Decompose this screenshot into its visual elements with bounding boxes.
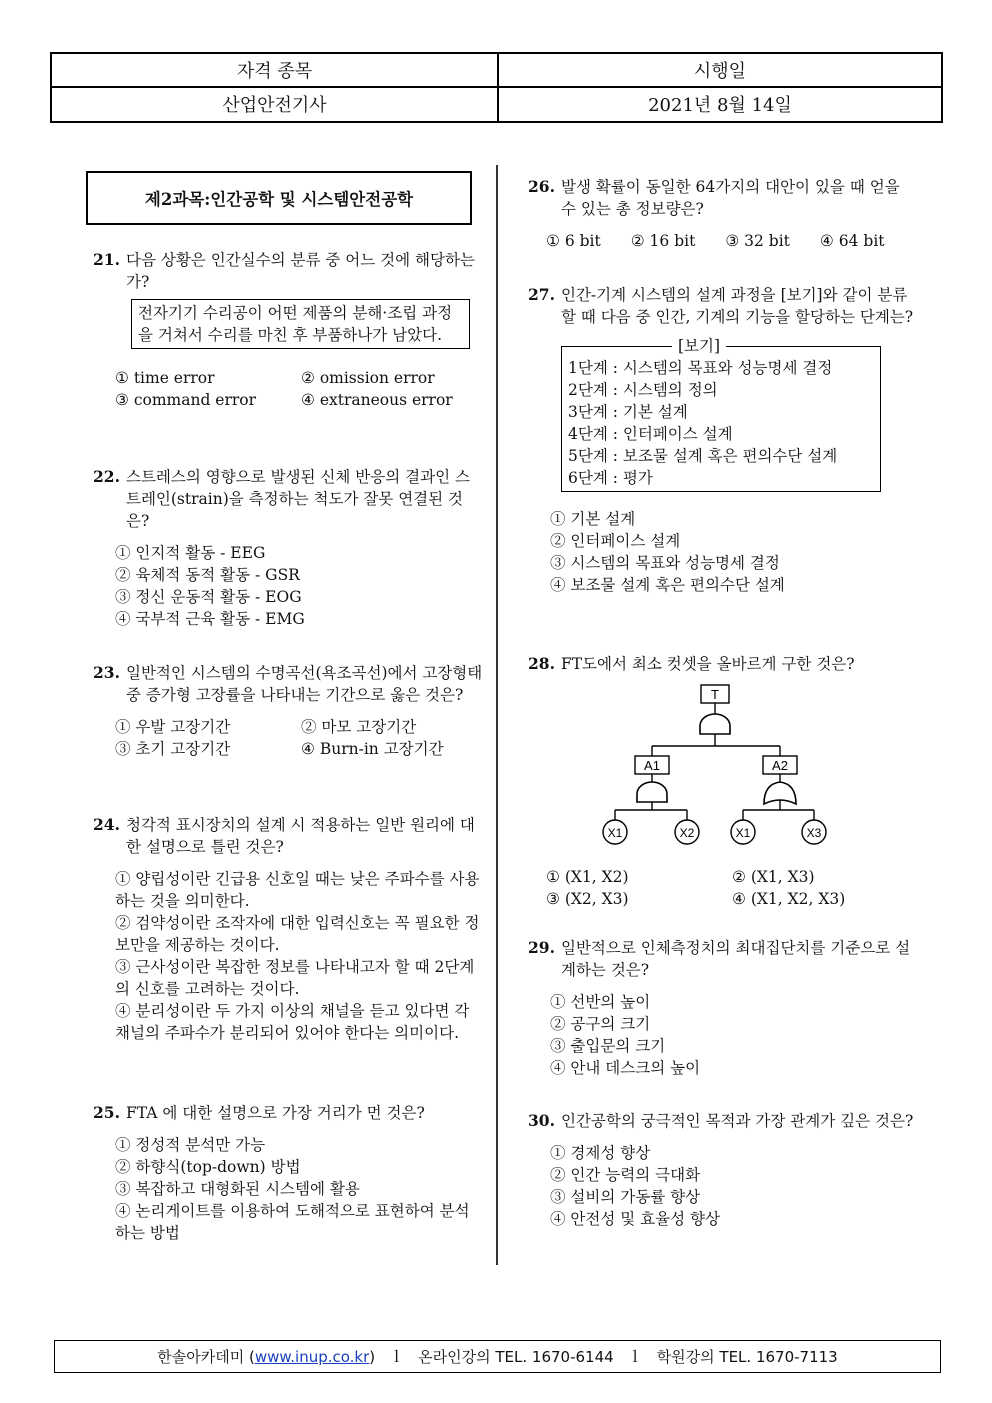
fault-tree-diagram	[590, 680, 850, 850]
header-exam-type-value: 산업안전기사	[52, 86, 499, 121]
question-26	[528, 176, 918, 252]
question-25	[93, 1102, 483, 1244]
option-2[interactable]: ② omission error	[301, 369, 435, 387]
header-table	[50, 52, 943, 123]
example-box	[561, 337, 881, 492]
step-3: 3단계 : 기본 설계	[568, 403, 688, 421]
question-number: 27.	[528, 285, 555, 304]
footer-separator: ｌ	[389, 1348, 405, 1366]
footer-bar	[54, 1340, 941, 1373]
option-4[interactable]: ④ Burn-in 고장기간	[301, 740, 444, 758]
option-4[interactable]: ④ 논리게이트를 이용하여 도해적으로 표현하여 분석하는 방법	[115, 1202, 470, 1242]
question-text: 일반적으로 인체측정치의 최대집단치를 기준으로 설계하는 것은?	[560, 939, 911, 979]
question-text: FT도에서 최소 컷셋을 올바르게 구한 것은?	[560, 655, 855, 673]
option-4[interactable]: ④ 국부적 근육 활동 - EMG	[115, 610, 305, 628]
svg-text:X2: X2	[679, 826, 695, 840]
question-21	[93, 249, 483, 411]
option-2[interactable]: ② 16 bit	[630, 232, 696, 250]
step-6: 6단계 : 평가	[568, 469, 653, 487]
question-text: 다음 상황은 인간실수의 분류 중 어느 것에 해당하는가?	[125, 251, 475, 291]
question-number: 30.	[528, 1111, 555, 1130]
question-text: 청각적 표시장치의 설계 시 적용하는 일반 원리에 대한 설명으로 틀린 것은?	[125, 816, 475, 856]
option-3[interactable]: ③ 초기 고장기간	[115, 740, 231, 758]
footer-academy: 한솔아카데미 (	[157, 1348, 255, 1366]
option-3[interactable]: ③ 출입문의 크기	[550, 1037, 666, 1055]
option-3[interactable]: ③ 근사성이란 복잡한 정보를 나타내고자 할 때 2단계의 신호를 고려하는 것이다.	[115, 958, 475, 998]
subject-title: 제2과목:인간공학 및 시스템안전공학	[86, 171, 472, 225]
option-2[interactable]: ② 인터페이스 설계	[550, 532, 681, 550]
option-1[interactable]: ① (X1, X2)	[546, 868, 629, 886]
option-3[interactable]: ③ 정신 운동적 활동 - EOG	[115, 588, 302, 606]
question-number: 29.	[528, 938, 555, 957]
question-30	[528, 1110, 918, 1230]
option-1[interactable]: ① 우발 고장기간	[115, 718, 231, 736]
svg-text:X1: X1	[607, 826, 623, 840]
option-2[interactable]: ② 검약성이란 조작자에 대한 입력신호는 꼭 필요한 정보만을 제공하는 것이다.	[115, 914, 480, 954]
question-number: 21.	[93, 250, 120, 269]
footer-url-link[interactable]: www.inup.co.kr	[254, 1347, 370, 1366]
option-4[interactable]: ④ (X1, X2, X3)	[732, 890, 846, 908]
option-2[interactable]: ② 마모 고장기간	[301, 718, 417, 736]
option-3[interactable]: ③ 32 bit	[725, 232, 790, 250]
option-4[interactable]: ④ 64 bit	[819, 232, 885, 250]
header-exam-date-label: 시행일	[693, 61, 747, 82]
option-2[interactable]: ② 육체적 동적 활동 - GSR	[115, 566, 300, 584]
question-number: 28.	[528, 654, 555, 673]
question-number: 26.	[528, 177, 555, 196]
option-4[interactable]: ④ 분리성이란 두 가지 이상의 채널을 듣고 있다면 각 채널의 주파수가 분리되어 있어야 한다는 의미이다.	[115, 1002, 470, 1042]
question-number: 23.	[93, 663, 120, 682]
option-1[interactable]: ① 경제성 향상	[550, 1144, 651, 1162]
event-a2-label: A2	[772, 758, 788, 773]
option-3[interactable]: ③ command error	[115, 391, 257, 409]
question-text: 인간-기계 시스템의 설계 과정을 [보기]와 같이 분류할 때 다음 중 인간, 기계의 기능을 할당하는 단계는?	[560, 286, 914, 326]
question-text: 스트레스의 영향으로 발생된 신체 반응의 결과인 스트레인(strain)을 측정하는 척도가 잘못 연결된 것은?	[125, 468, 470, 530]
step-5: 5단계 : 보조물 설계 혹은 편의수단 설계	[568, 447, 838, 465]
header-exam-type-label: 자격 종목	[52, 54, 499, 86]
option-2[interactable]: ② 하향식(top-down) 방법	[115, 1158, 301, 1176]
option-2[interactable]: ② 인간 능력의 극대화	[550, 1166, 701, 1184]
question-27	[528, 284, 918, 596]
header-row-values	[52, 86, 941, 121]
option-2[interactable]: ② 공구의 크기	[550, 1015, 651, 1033]
step-1: 1단계 : 시스템의 목표와 성능명세 결정	[568, 359, 833, 377]
event-a1-label: A1	[644, 758, 660, 773]
svg-text:X3: X3	[806, 826, 822, 840]
svg-text:X1: X1	[735, 826, 751, 840]
top-event-label: T	[711, 687, 719, 702]
question-text: 발생 확률이 동일한 64가지의 대안이 있을 때 얻을 수 있는 총 정보량은?	[560, 178, 900, 218]
footer-academy-end: )	[369, 1347, 376, 1366]
question-number: 22.	[93, 467, 120, 486]
question-29	[528, 937, 918, 1079]
question-23	[93, 662, 483, 760]
option-3[interactable]: ③ 복잡하고 대형화된 시스템에 활용	[115, 1180, 360, 1198]
option-1[interactable]: ① time error	[115, 369, 215, 387]
and-gate-top-icon	[700, 714, 730, 734]
header-row-titles	[52, 54, 941, 88]
option-1[interactable]: ① 기본 설계	[550, 510, 636, 528]
footer-separator: ｌ	[627, 1348, 643, 1366]
option-3[interactable]: ③ 시스템의 목표와 성능명세 결정	[550, 554, 780, 572]
question-text: 인간공학의 궁극적인 목적과 가장 관계가 깊은 것은?	[560, 1112, 914, 1130]
option-1[interactable]: ① 인지적 활동 - EEG	[115, 544, 266, 562]
example-legend: [보기]	[672, 335, 726, 357]
question-text: 일반적인 시스템의 수명곡선(욕조곡선)에서 고장형태 중 증가형 고장률을 나타내는 기간으로 옳은 것은?	[125, 664, 483, 704]
option-1[interactable]: ① 정성적 분석만 가능	[115, 1136, 266, 1154]
option-4[interactable]: ④ 안내 데스크의 높이	[550, 1059, 701, 1077]
question-24	[93, 814, 483, 1044]
option-1[interactable]: ① 6 bit	[546, 232, 601, 250]
option-3[interactable]: ③ 설비의 가동률 향상	[550, 1188, 701, 1206]
option-1[interactable]: ① 선반의 높이	[550, 993, 651, 1011]
question-text: FTA 에 대한 설명으로 가장 거리가 먼 것은?	[125, 1104, 425, 1122]
question-22	[93, 466, 483, 630]
and-gate-a1-icon	[637, 782, 667, 802]
question-number: 25.	[93, 1103, 120, 1122]
option-1[interactable]: ① 양립성이란 긴급용 신호일 때는 낮은 주파수를 사용하는 것을 의미한다.	[115, 870, 480, 910]
question-28	[528, 653, 918, 675]
question-28-options	[528, 866, 918, 910]
option-4[interactable]: ④ extraneous error	[301, 391, 453, 409]
question-example-box: 전자기기 수리공이 어떤 제품의 분해·조립 과정을 거쳐서 수리를 마친 후 부품하나가 남았다.	[131, 299, 470, 349]
option-3[interactable]: ③ (X2, X3)	[546, 890, 629, 908]
question-number: 24.	[93, 815, 120, 834]
header-exam-date-value: 2021년 8월 14일	[648, 94, 792, 116]
step-2: 2단계 : 시스템의 정의	[568, 381, 718, 399]
footer-offline-tel: 학원강의 TEL. 1670-7113	[656, 1348, 838, 1366]
option-4[interactable]: ④ 보조물 설계 혹은 편의수단 설계	[550, 576, 785, 594]
column-divider	[496, 165, 498, 1265]
footer-online-tel: 온라인강의 TEL. 1670-6144	[418, 1348, 614, 1366]
step-4: 4단계 : 인터페이스 설계	[568, 425, 733, 443]
option-2[interactable]: ② (X1, X3)	[732, 868, 815, 886]
option-4[interactable]: ④ 안전성 및 효율성 향상	[550, 1210, 720, 1228]
